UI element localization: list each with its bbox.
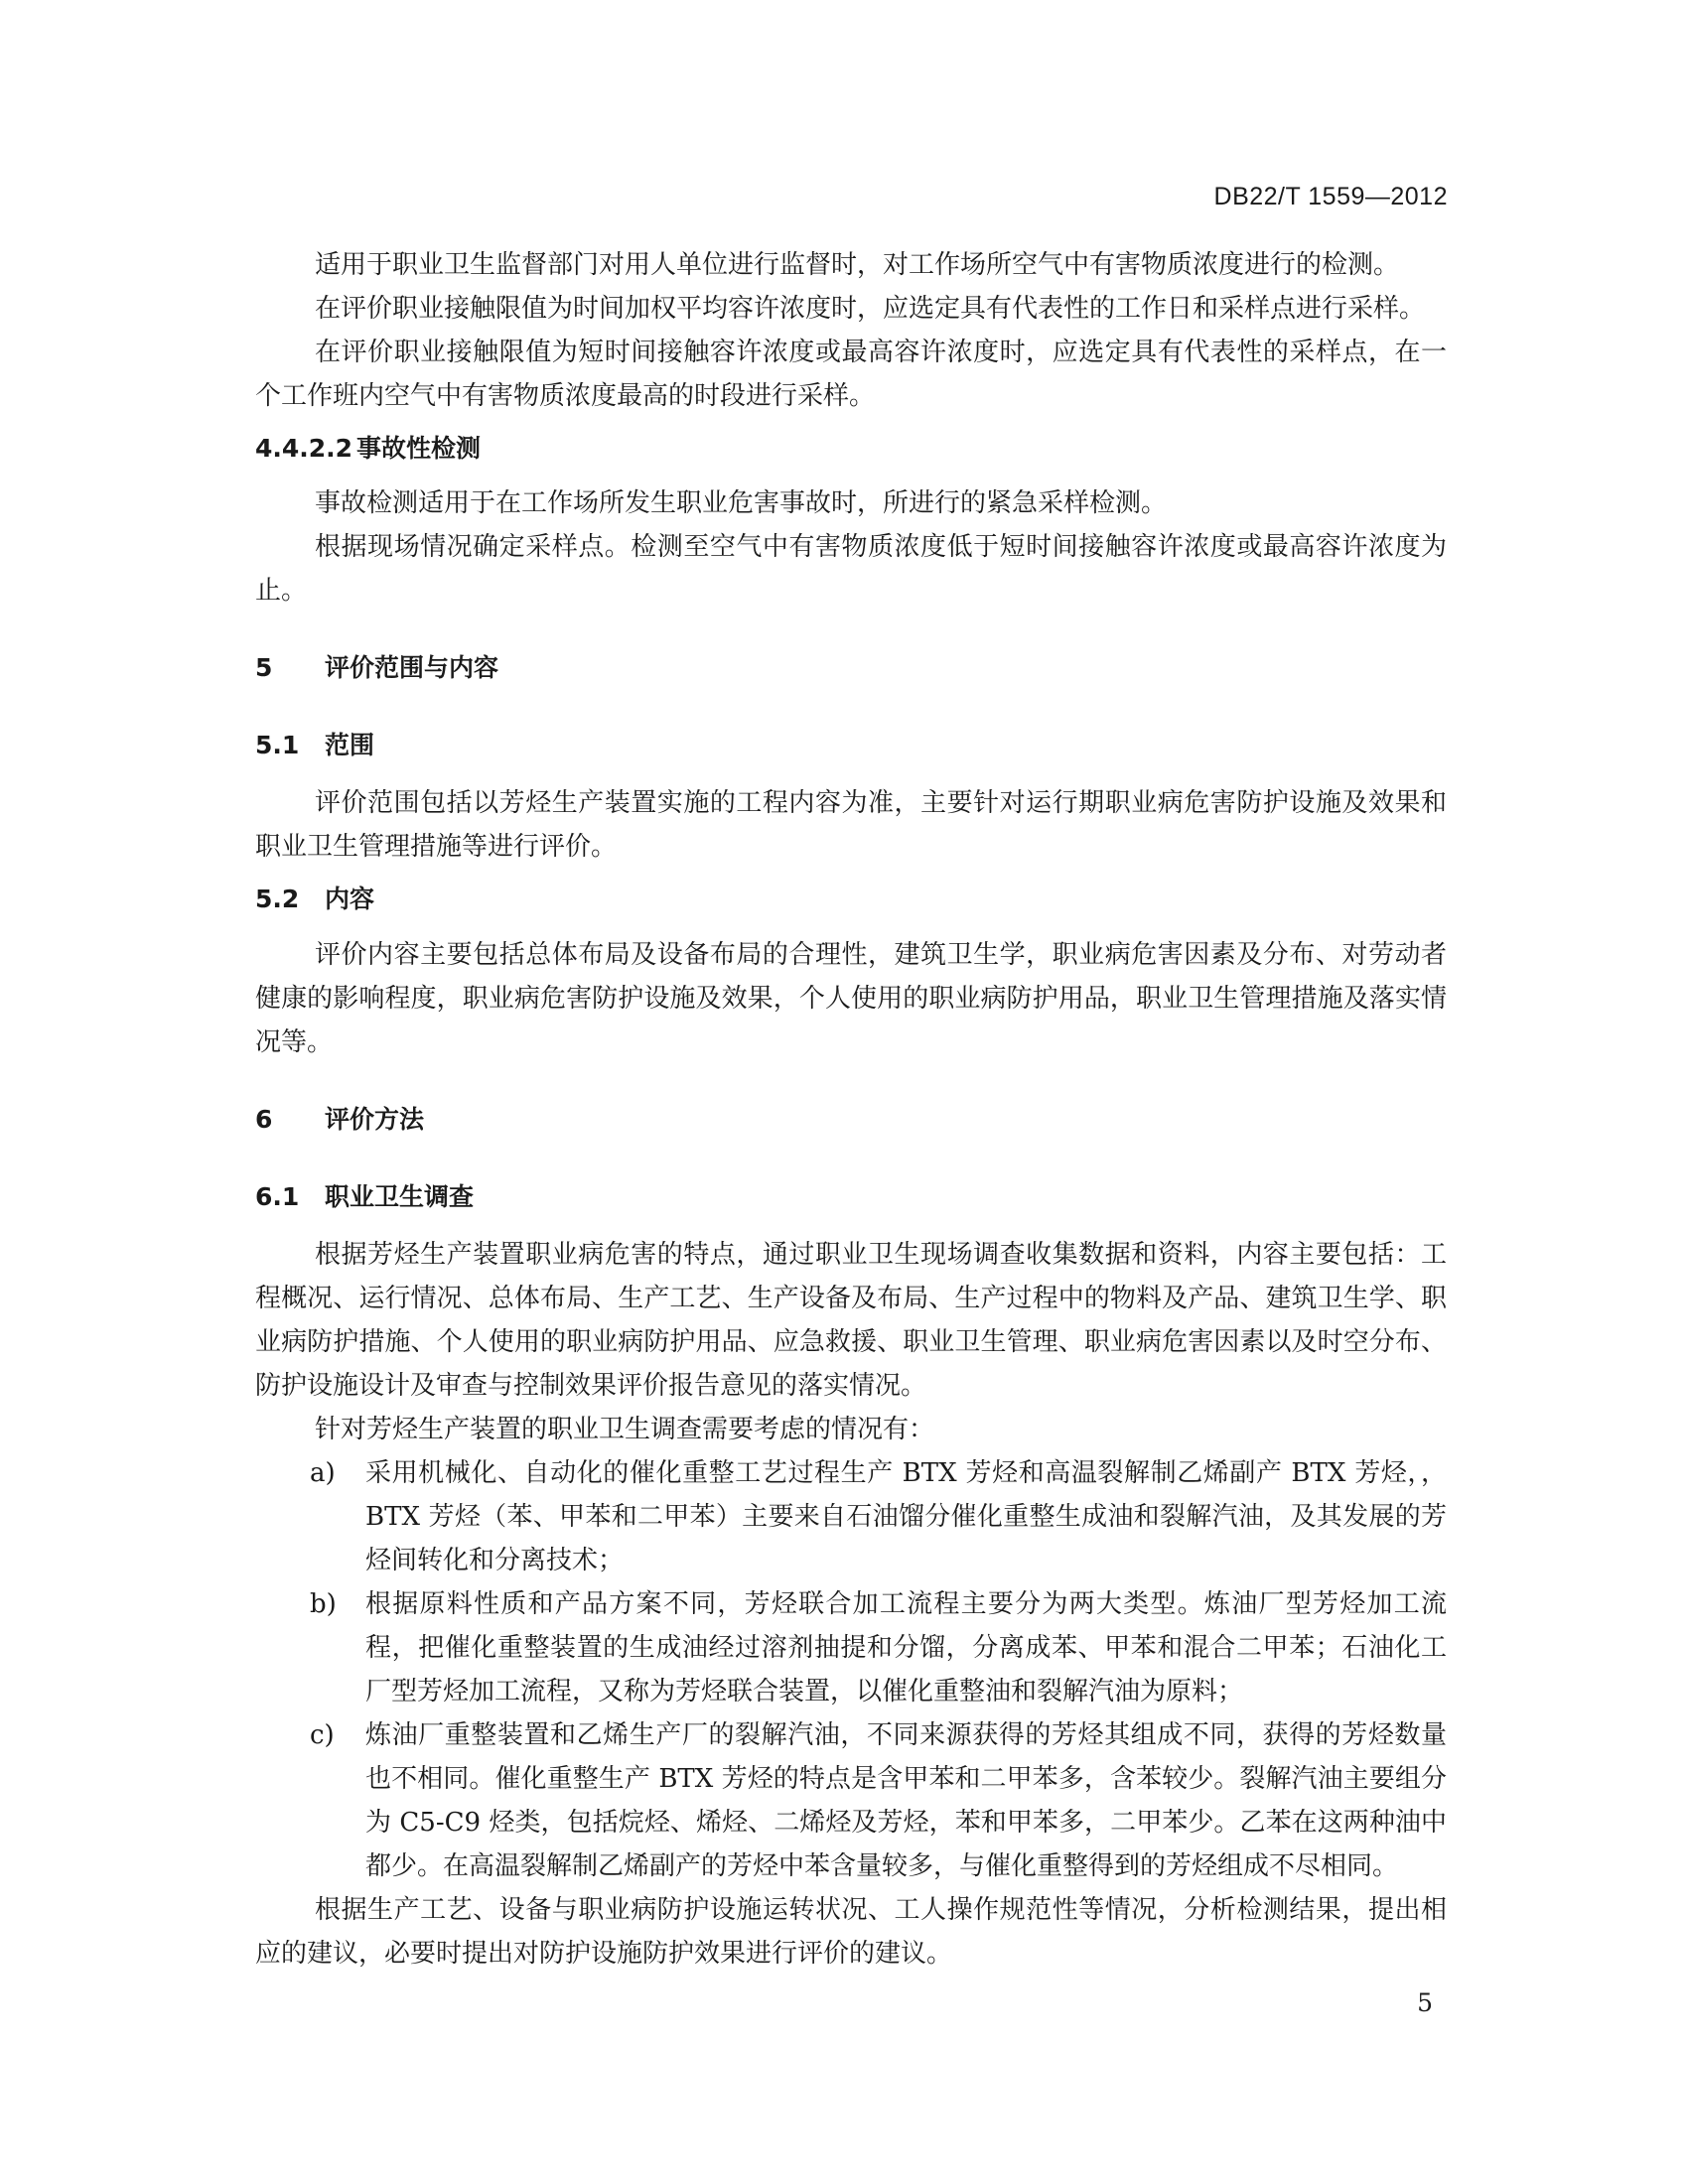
list-item-text: 采用机械化、自动化的催化重整工艺过程生产 BTX 芳烃和高温裂解制乙烯副产 BTX 芳烃，，BTX 芳烃（苯、甲苯和二甲苯）主要来自石油馏分催化重整生成油和裂解汽油，及其发展的芳烃间转化和分离技术； — [365, 1458, 1447, 1575]
standard-code: DB22/T 1559—2012 — [1213, 183, 1448, 210]
heading-number: 6 — [255, 1105, 273, 1134]
heading-title: 事故性检测 — [356, 434, 482, 463]
paragraph: 根据现场情况确定采样点。检测至空气中有害物质浓度低于短时间接触容许浓度或最高容许浓度为止。 — [255, 532, 1447, 606]
list-item-label: b) — [310, 1589, 337, 1619]
list-item-text: 炼油厂重整装置和乙烯生产厂的裂解汽油，不同来源获得的芳烃其组成不同，获得的芳烃数量也不相同。催化重整生产 BTX 芳烃的特点是含甲苯和二甲苯多，含苯较少。裂解汽油主要组分为 C5-C9 烃类，包括烷烃、烯烃、二烯烃及芳烃，苯和甲苯多，二甲苯少。乙苯在这两种油中都少。在高温裂解制乙烯副产的芳烃中苯含量较多，与催化重整得到的芳烃组成不尽相同。 — [365, 1720, 1447, 1881]
heading-number: 6.1 — [255, 1182, 300, 1211]
paragraph: 根据生产工艺、设备与职业病防护设施运转状况、工人操作规范性等情况，分析检测结果，提出相应的建议，必要时提出对防护设施防护效果进行评价的建议。 — [255, 1895, 1447, 1969]
paragraph: 评价范围包括以芳烃生产装置实施的工程内容为准，主要针对运行期职业病危害防护设施及效果和职业卫生管理措施等进行评价。 — [255, 788, 1447, 862]
list-item — [255, 1451, 1447, 1582]
heading-5 — [255, 646, 1447, 690]
heading-title: 评价范围与内容 — [325, 653, 499, 682]
heading-title: 评价方法 — [325, 1105, 425, 1134]
list-item-label: c) — [310, 1720, 335, 1750]
heading-number: 5.1 — [255, 731, 300, 759]
heading-4-4-2-2 — [255, 427, 1447, 471]
heading-5-1 — [255, 724, 1447, 767]
paragraph: 在评价职业接触限值为短时间接触容许浓度或最高容许浓度时，应选定具有代表性的采样点，在一个工作班内空气中有害物质浓度最高的时段进行采样。 — [255, 338, 1447, 411]
heading-number: 5.2 — [255, 885, 300, 913]
heading-6-1 — [255, 1175, 1447, 1219]
document-body — [255, 243, 1447, 1976]
heading-title: 职业卫生调查 — [325, 1182, 475, 1211]
list-item — [255, 1713, 1447, 1888]
paragraph: 在评价职业接触限值为时间加权平均容许浓度时，应选定具有代表性的工作日和采样点进行采样。 — [315, 294, 1426, 324]
paragraph: 事故检测适用于在工作场所发生职业危害事故时，所进行的紧急采样检测。 — [315, 488, 1168, 518]
heading-number: 5 — [255, 653, 273, 682]
paragraph: 适用于职业卫生监督部门对用人单位进行监督时，对工作场所空气中有害物质浓度进行的检测。 — [315, 250, 1400, 280]
page-number: 5 — [1417, 1988, 1433, 2017]
paragraph: 针对芳烃生产装置的职业卫生调查需要考虑的情况有： — [315, 1415, 935, 1444]
paragraph: 根据芳烃生产装置职业病危害的特点，通过职业卫生现场调查收集数据和资料，内容主要包括：工程概况、运行情况、总体布局、生产工艺、生产设备及布局、生产过程中的物料及产品、建筑卫生学、职业病防护措施、个人使用的职业病防护用品、应急救援、职业卫生管理、职业病危害因素以及时空分布、防护设施设计及审查与控制效果评价报告意见的落实情况。 — [255, 1240, 1447, 1401]
paragraph: 评价内容主要包括总体布局及设备布局的合理性，建筑卫生学，职业病危害因素及分布、对劳动者健康的影响程度，职业病危害防护设施及效果，个人使用的职业病防护用品，职业卫生管理措施及落实情况等。 — [255, 940, 1447, 1057]
heading-5-2 — [255, 878, 1447, 921]
heading-title: 内容 — [325, 885, 375, 913]
heading-number: 4.4.2.2 — [255, 434, 353, 463]
heading-title: 范围 — [325, 731, 375, 759]
list-item — [255, 1582, 1447, 1713]
list-item-text: 根据原料性质和产品方案不同，芳烃联合加工流程主要分为两大类型。炼油厂型芳烃加工流程，把催化重整装置的生成油经过溶剂抽提和分馏，分离成苯、甲苯和混合二甲苯；石油化工厂型芳烃加工流程，又称为芳烃联合装置，以催化重整油和裂解汽油为原料； — [365, 1589, 1447, 1706]
list-item-label: a) — [310, 1458, 336, 1488]
heading-6 — [255, 1098, 1447, 1142]
